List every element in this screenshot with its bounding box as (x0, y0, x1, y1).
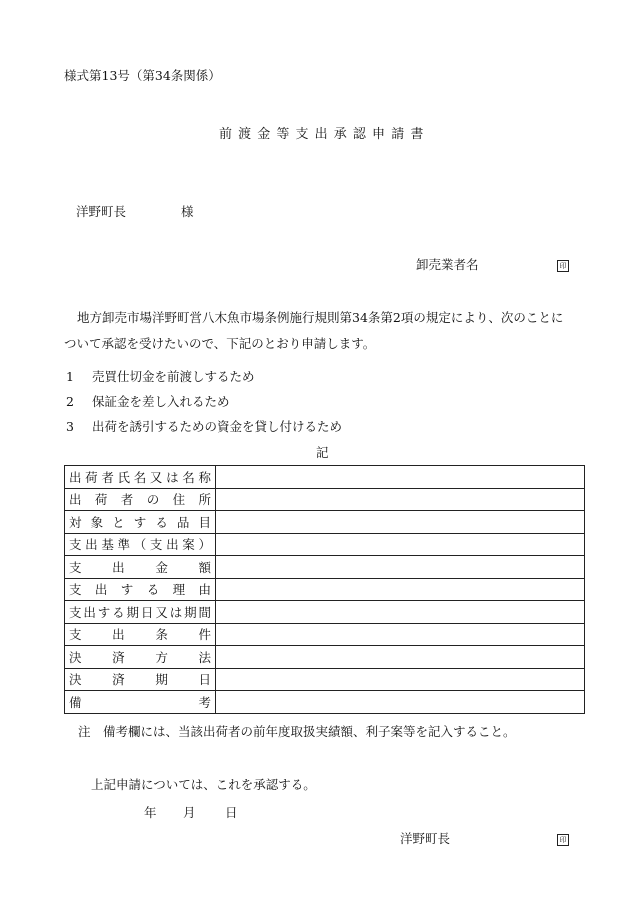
table-row (65, 578, 585, 601)
row-value[interactable] (216, 533, 585, 556)
purpose-list (66, 367, 342, 442)
date-month-label: 月 (183, 805, 196, 820)
list-item (66, 417, 342, 442)
table-row (65, 556, 585, 579)
table-row (65, 601, 585, 624)
purpose-text: 売買仕切金を前渡しするため (92, 369, 255, 384)
applicant-seal (557, 257, 569, 272)
row-value[interactable] (216, 601, 585, 624)
form-number: 様式第13号（第34条関係） (64, 68, 221, 83)
document-title: 前 渡 金 等 支 出 承 認 申 請 書 (219, 127, 424, 142)
date-day-label: 日 (225, 805, 238, 820)
row-label: 支出条件 (65, 623, 216, 646)
table-row (65, 623, 585, 646)
table-row (65, 466, 585, 489)
purpose-number: 1 (66, 369, 74, 384)
row-label: 備考 (65, 691, 216, 714)
row-value[interactable] (216, 578, 585, 601)
seal-icon: 印 (557, 260, 569, 272)
row-label: 出荷者の住所 (65, 488, 216, 511)
purpose-number: 3 (66, 419, 74, 434)
row-value[interactable] (216, 488, 585, 511)
row-value[interactable] (216, 466, 585, 489)
row-value[interactable] (216, 511, 585, 534)
applicant-label: 卸売業者名 (416, 257, 479, 272)
approver-seal (557, 831, 569, 846)
row-value[interactable] (216, 668, 585, 691)
row-label: 支出金額 (65, 556, 216, 579)
body-line-2: ついて承認を受けたいので、下記のとおり申請します。 (64, 336, 376, 351)
row-label: 決済方法 (65, 646, 216, 669)
row-label: 出荷者氏名又は名称 (65, 466, 216, 489)
list-item (66, 392, 342, 417)
seal-icon: 印 (557, 834, 569, 846)
table-row (65, 511, 585, 534)
approval-text: 上記申請については、これを承認する。 (91, 777, 316, 792)
row-label: 決済期日 (65, 668, 216, 691)
table-note: 注 備考欄には、当該出荷者の前年度取扱実績額、利子案等を記入すること。 (78, 724, 516, 739)
row-value[interactable] (216, 556, 585, 579)
date-year-label: 年 (144, 805, 157, 820)
table-row (65, 691, 585, 714)
row-value[interactable] (216, 623, 585, 646)
purpose-number: 2 (66, 394, 74, 409)
table-row (65, 646, 585, 669)
row-value[interactable] (216, 646, 585, 669)
row-label: 対象とする品目 (65, 511, 216, 534)
ki-heading: 記 (316, 445, 329, 460)
row-label: 支出する期日又は期間 (65, 601, 216, 624)
body-line-1: 地方卸売市場洋野町営八木魚市場条例施行規則第34条第2項の規定により、次のことに (77, 310, 564, 325)
approval-date (144, 803, 238, 821)
table-row (65, 533, 585, 556)
row-value[interactable] (216, 691, 585, 714)
addressee: 洋野町長 (76, 204, 127, 219)
row-label: 支出する理由 (65, 578, 216, 601)
row-label: 支出基準（支出案） (65, 533, 216, 556)
application-table (64, 465, 585, 714)
list-item (66, 367, 342, 392)
approver: 洋野町長 (400, 831, 451, 846)
addressee-honorific: 様 (181, 204, 194, 219)
table-row (65, 668, 585, 691)
purpose-text: 保証金を差し入れるため (92, 394, 230, 409)
purpose-text: 出荷を誘引するための資金を貸し付けるため (92, 419, 343, 434)
table-row (65, 488, 585, 511)
